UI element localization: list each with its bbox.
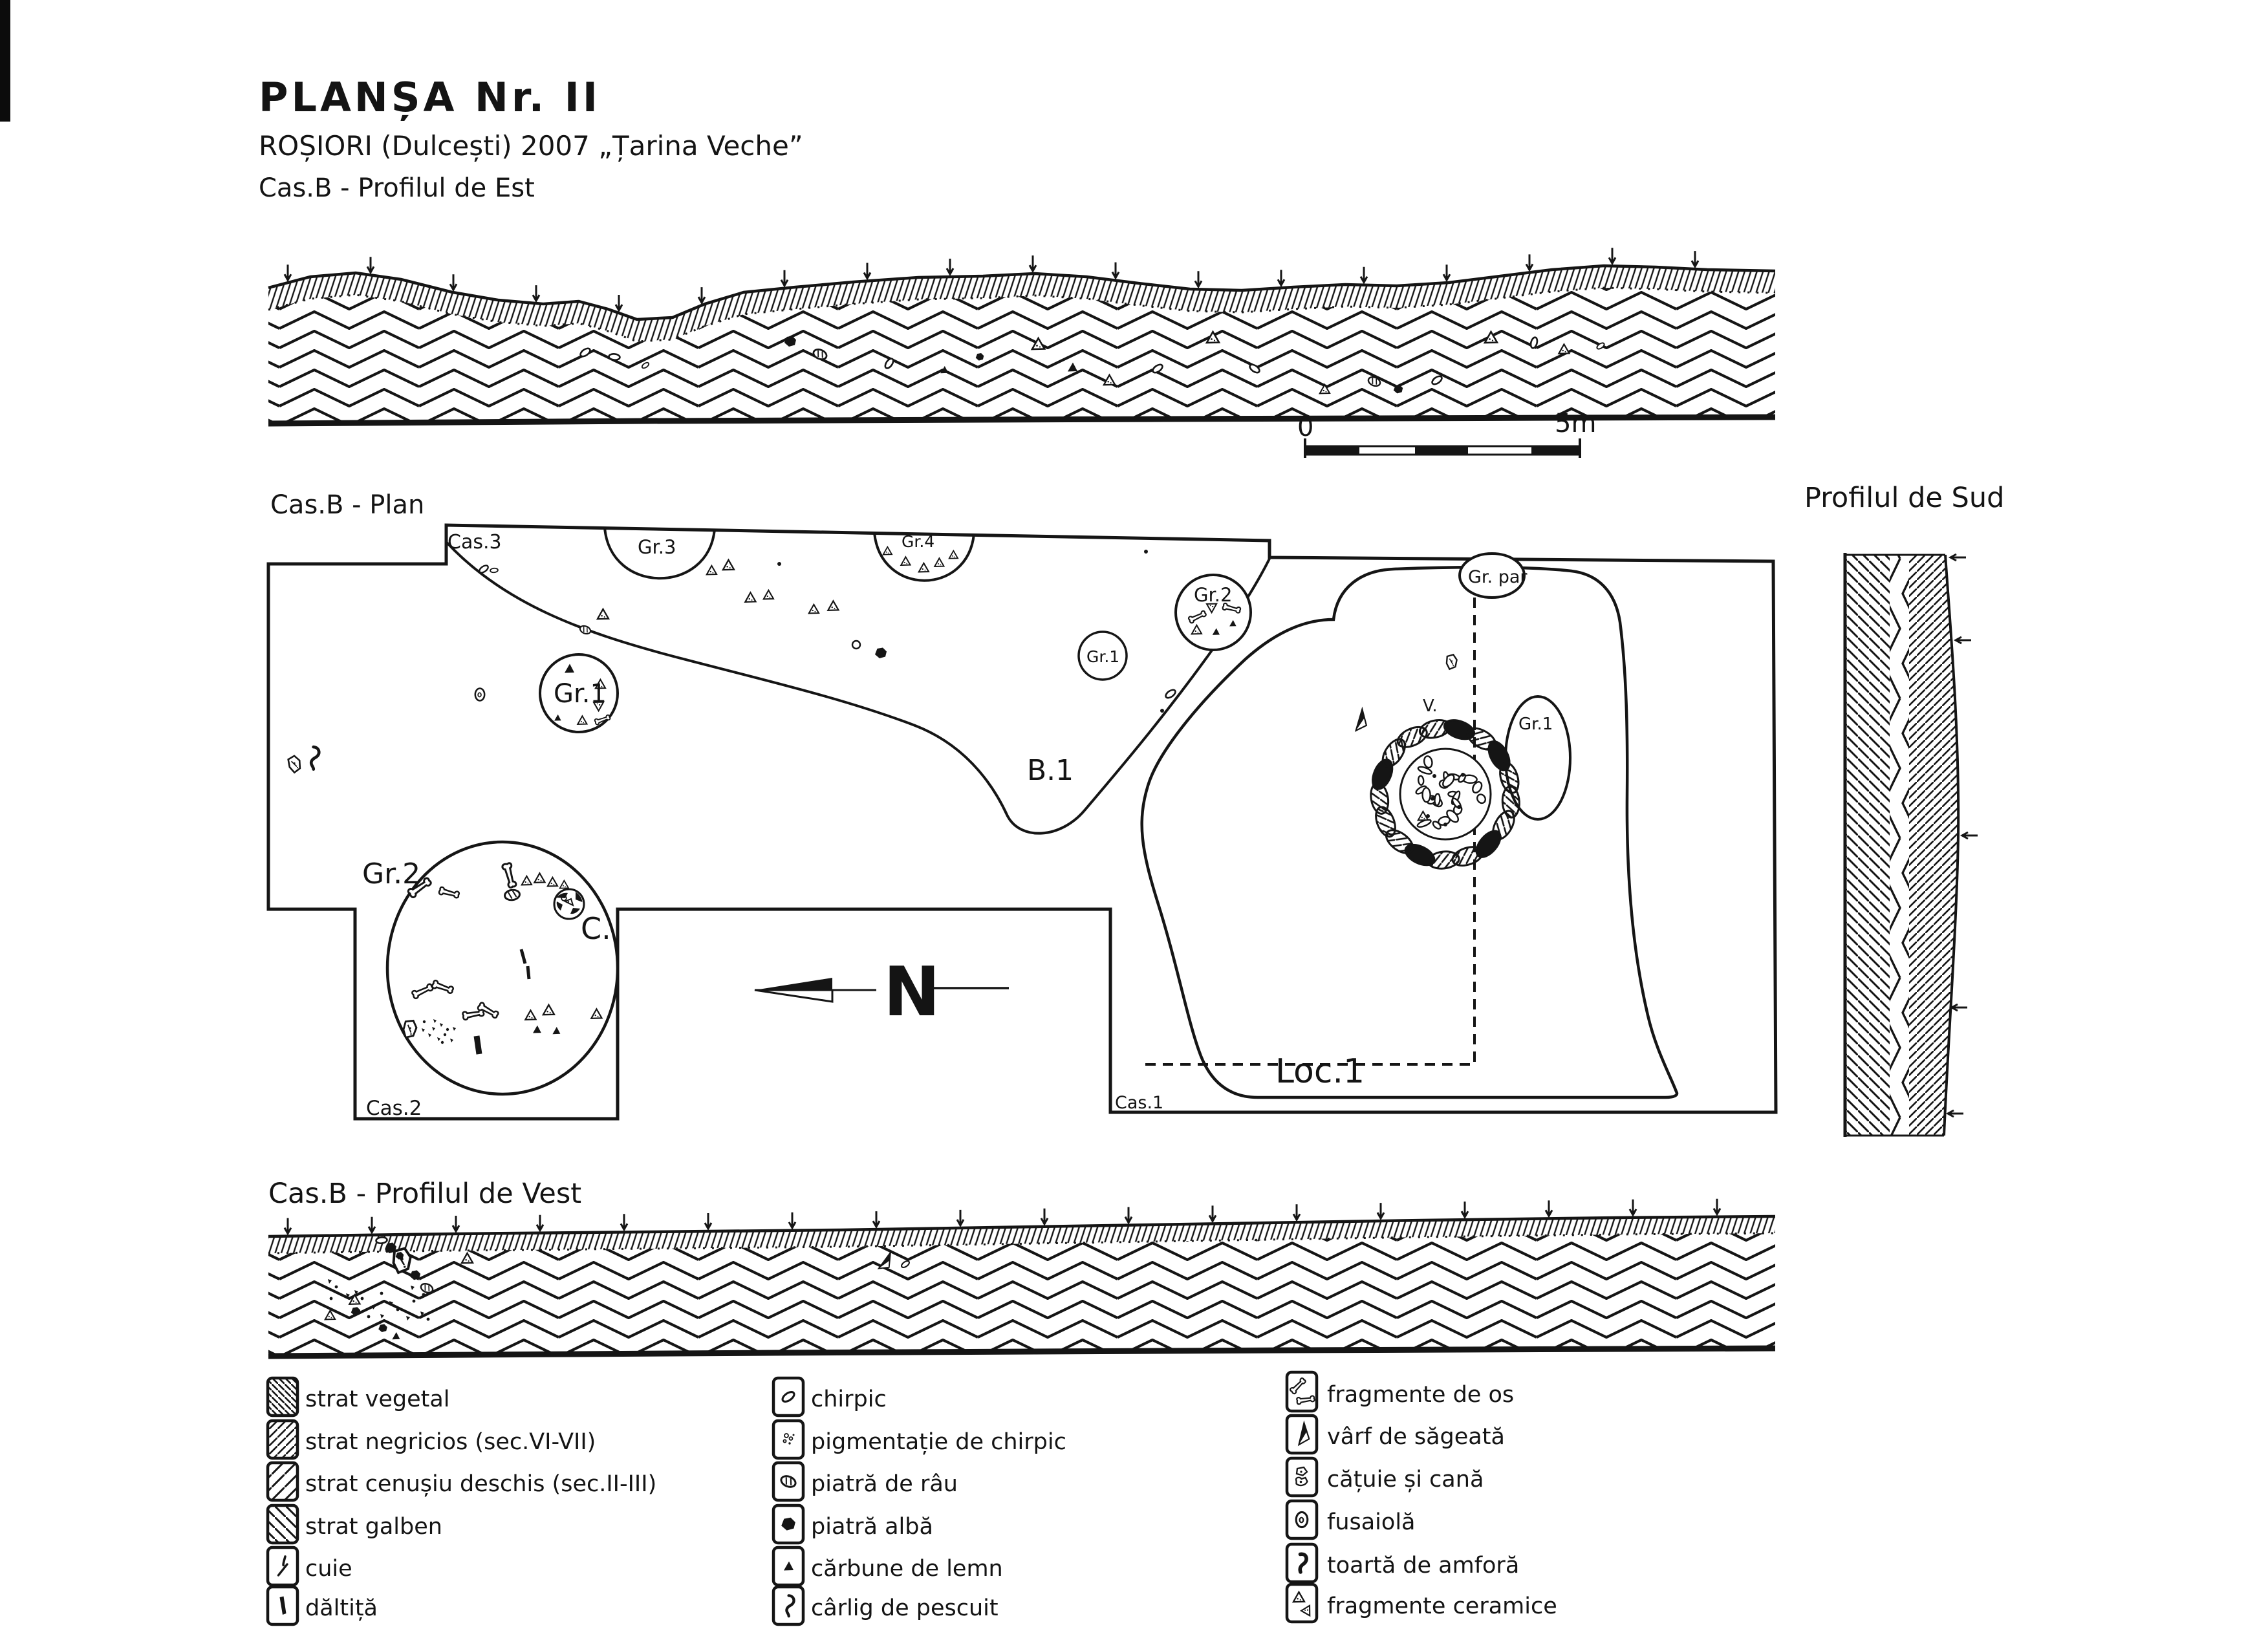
small-find-dot <box>1144 550 1148 554</box>
spindle-whorl-find <box>475 689 484 701</box>
cas1-label: Cas.1 <box>1115 1093 1164 1113</box>
scale-segment <box>1415 446 1468 455</box>
legend-label: piatră albă <box>811 1514 933 1540</box>
scan-edge-mark <box>0 0 10 122</box>
scale-segment <box>1305 446 1359 455</box>
legend-label: strat vegetal <box>305 1386 450 1412</box>
north-letter: N <box>883 953 940 1031</box>
loc1-label: Loc.1 <box>1275 1052 1365 1091</box>
gr1-small-label: Gr.1 <box>1086 647 1120 666</box>
scale-segment <box>1531 446 1580 455</box>
legend-label: piatră de râu <box>811 1471 958 1497</box>
gr3-label: Gr.3 <box>638 536 676 558</box>
site-subtitle: ROȘIORI (Dulcești) 2007 „Țarina Veche” <box>259 130 803 162</box>
find-mark <box>477 1036 479 1054</box>
plate-title: PLANȘA Nr. II <box>259 74 601 121</box>
south-profile-label: Profilul de Sud <box>1804 482 2005 514</box>
legend-box <box>268 1547 297 1585</box>
legend-label: cuie <box>305 1556 352 1582</box>
scale-end-label: 5m <box>1555 409 1597 438</box>
vessel-c-find <box>554 889 584 919</box>
cas2-label: Cas.2 <box>366 1097 422 1120</box>
hatch-strat-vegetal <box>268 1378 297 1416</box>
legend-label: cărbune de lemn <box>811 1556 1003 1582</box>
hearth-v-label: V. <box>1423 696 1438 716</box>
legend-label: chirpic <box>811 1386 887 1412</box>
legend-label: fusaiolă <box>1327 1509 1416 1535</box>
legend-box <box>773 1421 803 1458</box>
south-layer-band <box>1890 555 1909 1136</box>
east-profile-label: Cas.B - Profilul de Est <box>259 173 535 203</box>
hatch-strat-cenusiu <box>268 1463 297 1500</box>
legend-label: cârlig de pescuit <box>811 1595 999 1621</box>
small-find-dot <box>1160 709 1164 713</box>
stone-find <box>1447 654 1457 669</box>
legend-label: fragmente de os <box>1327 1382 1515 1408</box>
vessel-c-label: C. <box>581 911 611 946</box>
legend-label: fragmente ceramice <box>1327 1593 1557 1619</box>
spindle-whorl-icon <box>1296 1512 1308 1527</box>
find-mark <box>528 966 529 979</box>
hatch-strat-galben <box>268 1505 297 1543</box>
west-profile-label: Cas.B - Profilul de Vest <box>268 1178 582 1210</box>
legend-label: strat cenușiu deschis (sec.II-III) <box>305 1471 657 1497</box>
scale-start-label: 0 <box>1297 413 1314 442</box>
pit-gr2-lower-outline <box>387 842 618 1094</box>
gr1-right-label: Gr.1 <box>1518 715 1553 734</box>
legend-label: cățuie și cană <box>1327 1467 1484 1493</box>
legend-label: toartă de amforă <box>1327 1553 1520 1579</box>
hatch-strat-negricios <box>268 1421 297 1458</box>
grpar-label: Gr. par <box>1468 567 1528 587</box>
gr1-left-label: Gr.1 <box>554 679 607 709</box>
gr4-label: Gr.4 <box>902 532 935 551</box>
gr2-upper-label: Gr.2 <box>1194 584 1233 606</box>
legend-label: vârf de săgeată <box>1327 1424 1505 1450</box>
legend-box <box>1287 1458 1317 1496</box>
small-find-dot <box>777 562 781 566</box>
legend-label: pigmentație de chirpic <box>811 1429 1066 1455</box>
legend-label: strat galben <box>305 1514 442 1540</box>
small-find <box>852 641 860 649</box>
legend-label: dăltiță <box>305 1595 378 1621</box>
plan-section-label: Cas.B - Plan <box>270 490 425 520</box>
legend-box <box>1287 1584 1317 1622</box>
stone-find <box>394 1249 411 1273</box>
cas3-label: Cas.3 <box>448 531 502 554</box>
gr2-lower-label: Gr.2 <box>362 857 421 890</box>
b1-label: B.1 <box>1027 754 1074 787</box>
legend-label: strat negricios (sec.VI-VII) <box>305 1429 596 1455</box>
south-layer-band <box>1845 555 1890 1136</box>
